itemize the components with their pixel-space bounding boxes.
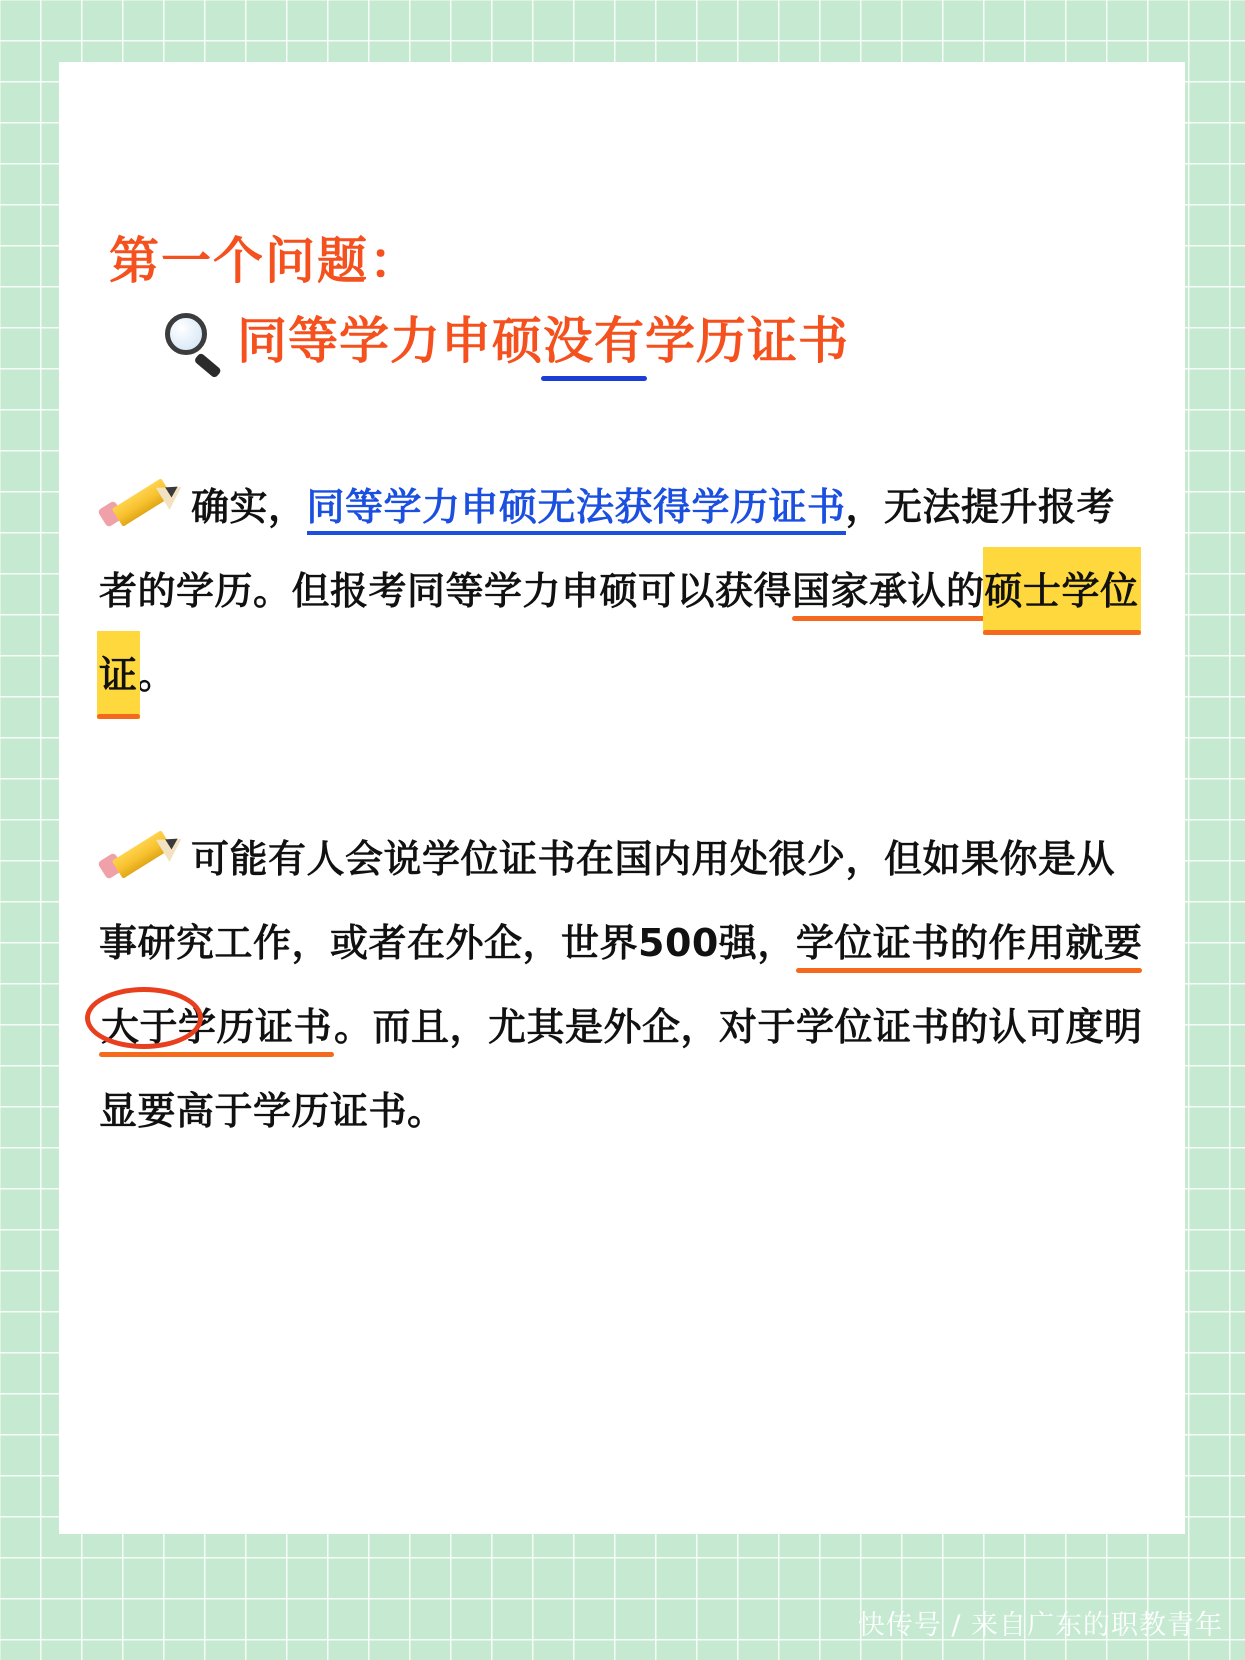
p1-text-d: 者的学历。但报考同等学力申硕可以获得 bbox=[99, 569, 793, 613]
p2-text-b: 事研究工作，或者在外企，世界500强， bbox=[99, 921, 796, 965]
p1-highlight-2: 证 bbox=[99, 633, 138, 717]
note-content bbox=[99, 62, 1149, 1153]
magnifier-icon bbox=[157, 311, 229, 373]
p2-text-a: 可能有人会说学位证书在国内用处很少，但如果你是从 bbox=[191, 837, 1116, 881]
p2-orange-underline: 学位证书的作用就要 bbox=[796, 901, 1143, 985]
p1-blue-emphasis: 同等学力申硕无法获得学历证书 bbox=[307, 465, 846, 549]
page-title: 第一个问题： bbox=[109, 232, 421, 290]
p2-circled-emphasis: 大于学历证书 bbox=[99, 985, 334, 1069]
p2-text-d: 显要高于学历证书。 bbox=[99, 1089, 446, 1133]
p1-orange-underline: 国家承认的 bbox=[792, 549, 985, 633]
pencil-icon bbox=[99, 838, 185, 878]
p2-text-c: 。而且，尤其是外企，对于学位证书的认可度明 bbox=[334, 1005, 1143, 1049]
paragraph-1 bbox=[99, 465, 1149, 717]
note-card bbox=[59, 62, 1185, 1534]
heading-subtitle-row bbox=[99, 311, 1149, 373]
p1-text-a: 确实， bbox=[191, 485, 307, 529]
p1-highlight-1: 硕士学位 bbox=[985, 549, 1139, 633]
p1-text-c: ，无法提升报考 bbox=[845, 485, 1116, 529]
paragraph-2 bbox=[99, 817, 1149, 1153]
heading-subtitle-part2: 学历证书 bbox=[645, 312, 849, 371]
pencil-icon bbox=[99, 486, 185, 526]
heading-subtitle-emphasis: 没有 bbox=[543, 312, 645, 371]
heading-subtitle bbox=[237, 313, 849, 371]
p1-text-end: 。 bbox=[137, 653, 177, 697]
heading-subtitle-part1: 同等学力申硕 bbox=[237, 312, 543, 371]
watermark: 快传号 / 来自广东的职教青年 bbox=[857, 1610, 1223, 1641]
